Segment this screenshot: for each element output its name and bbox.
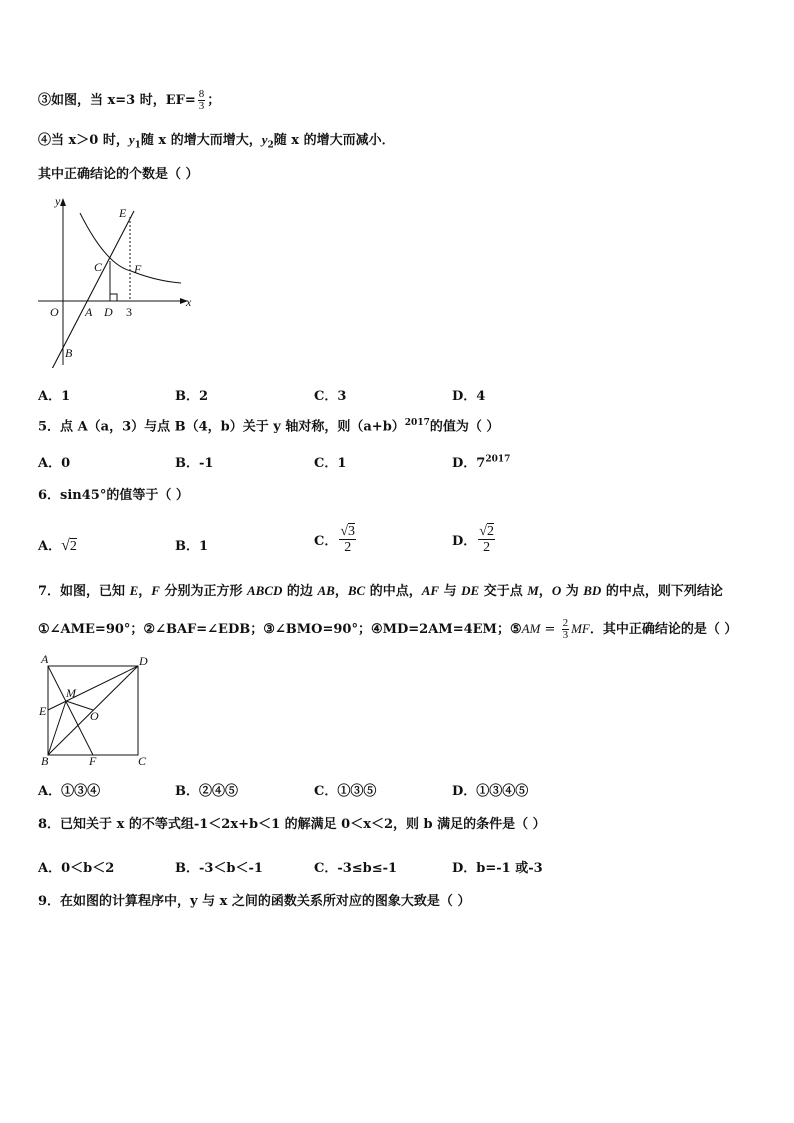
q7-option-d[interactable]: D．①③④⑤ [452, 784, 529, 799]
q7-square-figure [36, 652, 156, 768]
label-E: E [39, 704, 47, 718]
q4-statement-3: ③如图，当 x=3 时，EF= $\frac{8}{3}$ ； [38, 88, 221, 112]
q7-option-c[interactable]: C．①③⑤ [314, 784, 377, 799]
q8-option-c[interactable]: C．-3≤b≤-1 [314, 861, 398, 876]
q4-option-a[interactable]: A．1 [38, 389, 71, 404]
sqrt-symbol: √ [479, 524, 487, 539]
q4-option-c[interactable]: C．3 [314, 389, 347, 404]
sqrt-symbol: √ [61, 537, 70, 554]
label-A: A [85, 305, 93, 319]
fraction-8-3: $\frac{8}{3}$ [198, 88, 205, 112]
q8-option-d[interactable]: D．b=-1 或-3 [452, 861, 543, 876]
label-y: y [55, 194, 61, 208]
q4-option-d[interactable]: D．4 [452, 389, 486, 404]
q5-option-a[interactable]: A．0 [38, 456, 71, 471]
label-D: D [104, 305, 113, 319]
q7-conclusions: ①∠AME=90°；②∠BAF=∠EDB；③∠BMO=90°；④MD=2AM=4EM；⑤AM = $\frac{2}{3}$ MF．其中正确结论的是（ ） [38, 617, 738, 641]
q4-prompt: 其中正确结论的个数是（ ） [38, 167, 199, 182]
q5-option-b[interactable]: B．-1 [175, 456, 214, 471]
label-x: x [186, 295, 192, 309]
q7-option-b[interactable]: B．②④⑤ [175, 784, 238, 799]
label-O: O [90, 709, 99, 723]
q5-option-d[interactable]: D．$7^{2017}$ [452, 454, 511, 471]
q4-statement-4: ④当 x＞0 时，$y_1$随 x 的增大而增大，$y_2$随 x 的增大而减小． [38, 132, 395, 151]
q4-graph-figure [36, 193, 196, 368]
q6-option-c[interactable]: C． $\frac{√3}{2}$ [314, 524, 356, 555]
label-F: F [89, 754, 97, 768]
label-C: C [138, 754, 147, 768]
label-E: E [119, 206, 127, 220]
label-O: O [50, 305, 59, 319]
label-B: B [41, 754, 49, 768]
label-F: F [134, 262, 142, 276]
q8-option-a[interactable]: A．0＜b＜2 [38, 861, 115, 876]
q7-option-a[interactable]: A．①③④ [38, 784, 101, 799]
q7-stem: 7．如图，已知 E，F 分别为正方形 ABCD 的边 AB，BC 的中点，AF 与 DE 交于点 M，O 为 BD 的中点，则下列结论 [38, 583, 723, 599]
q8-option-b[interactable]: B．-3＜b＜-1 [175, 861, 263, 876]
q5-stem: 5．点 A（a，3）与点 B（4，b）关于 y 轴对称，则$(a+b)^{2017}$的值为（ ） [38, 418, 500, 435]
label-D: D [139, 654, 148, 668]
q6-option-a[interactable]: A．√2 [38, 537, 77, 554]
q9-stem: 9．在如图的计算程序中，y 与 x 之间的函数关系所对应的图象大致是（ ） [38, 894, 471, 909]
q6-stem: 6．sin45°的值等于（ ） [38, 488, 189, 503]
q4-option-b[interactable]: B．2 [175, 389, 209, 404]
q6-option-b[interactable]: B．1 [175, 539, 209, 554]
sqrt-symbol: √ [340, 524, 349, 539]
label-3: 3 [126, 305, 132, 319]
q6-option-d[interactable]: D． $\frac{√2}{2}$ [452, 524, 494, 555]
label-A: A [41, 652, 49, 666]
q5-option-c[interactable]: C．1 [314, 456, 347, 471]
label-M: M [66, 686, 76, 700]
label-C: C [94, 260, 103, 274]
label-B: B [65, 346, 73, 360]
q8-stem: 8．已知关于 x 的不等式组-1＜2x+b＜1 的解满足 0＜x＜2，则 b 满足的条件是（ ） [38, 817, 546, 832]
